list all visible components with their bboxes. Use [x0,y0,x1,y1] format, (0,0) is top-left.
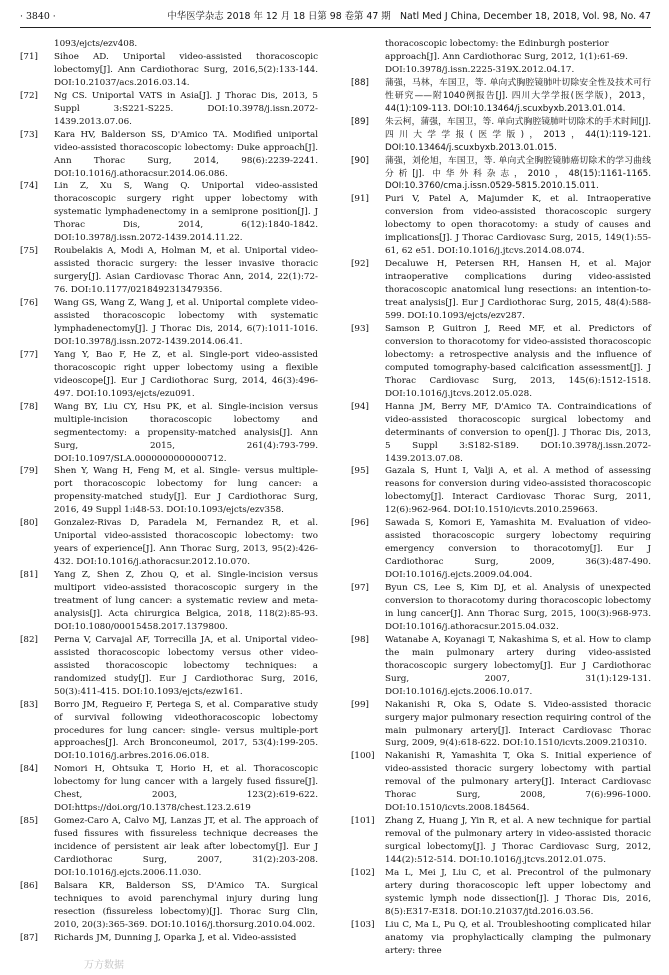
reference-text: Borro JM, Regueiro F, Pertega S, et al. Comparative study of survival following videothoracoscopic lobectomy procedures for lung cancer: single- versus multiple-port approaches[J]. Arch Bronconeumol, 2017, 53(4):199-205. DOI:10.1016/j.arbres.2016.06.018. [54,699,318,762]
reference-entry [351,465,651,517]
reference-number: [101] [351,816,375,827]
reference-entry [20,880,318,932]
reference-column-right [351,38,651,958]
reference-text: Byun CS, Lee S, Kim DJ, et al. Analysis of unexpected conversion to thoracotomy during thoracoscopic lobectomy in lung cancer[J]. Ann Thorac Surg, 2015, 100(3):968-973. DOI:10.1016/j.athoracsur.2015.04.032. [385,583,651,632]
header-rule [20,27,651,28]
reference-number: [81] [20,570,38,581]
reference-entry [351,116,651,155]
reference-number: [85] [20,816,38,827]
running-header [20,10,651,26]
reference-text: Wang GS, Wang Z, Wang J, et al. Uniportal complete video-assisted thoracoscopic lobectomy with systematic lymphadenectomy[J]. J Thorac Dis, 2014, 6(7):1011-1016. DOI:10.3978/j.issn.2072-1439.2014.06.41. [54,298,318,347]
reference-entry [351,867,651,919]
reference-entry [351,582,651,634]
reference-entry [20,180,318,245]
reference-entry [20,932,318,945]
reference-entry [351,193,651,258]
reference-entry [351,258,651,323]
reference-number: [102] [351,868,375,878]
reference-column-left [20,38,318,945]
reference-entry [20,465,318,517]
reference-text: Ma L, Mei J, Liu C, et al. Precontrol of the pulmonary artery during thoracoscopic left upper lobectomy and systemic lymph node dissection[J]. J Thorac Dis, 2016, 8(5):E317-E318. DOI:10.21037/jtd.2016.03.56. [385,868,651,917]
reference-entry [20,349,318,401]
reference-number: [72] [20,90,38,101]
reference-text: 蒲强，马林，车国卫，等. 单向式胸腔镜肺叶切除安全性及技术可行性研究——附1040例报告[J]. 四川大学学报(医学版)，2013，44(1):109-113. DOI:10.13464/j.scuxbyxb.2013.01.014. [385,77,651,114]
reference-number: [98] [351,634,369,645]
reference-text: Decaluwe H, Petersen RH, Hansen H, et al. Major intraoperative complications during video-assisted thoracoscopic anatomical lung resections: an intention-to-treat analysis[J]. Eur J Cardiothorac Surg, 2015, 48(4):588-599. DOI:10.1093/ejcts/ezv287. [385,259,651,322]
reference-entry [351,401,651,466]
reference-continuation: thoracoscopic lobectomy: the Edinburgh posterior approach[J]. Ann Cardiothorac Surg, 2012, 1(1):61-69. DOI:10.3978/j.issn.2225-319X.2012.04.17. [385,39,628,75]
reference-text: Gonzalez-Rivas D, Paradela M, Fernandez R, et al. Uniportal video-assisted thoracoscopic lobectomy: two years of experience[J]. Ann Thorac Surg, 2013, 95(2):426-432. DOI:10.1016/j.athoracsur.2012.10.070. [54,518,318,568]
reference-entry [351,699,651,751]
reference-entry [20,51,318,90]
reference-number: [71] [20,51,38,62]
reference-number: [86] [20,880,38,891]
reference-entry [20,90,318,129]
reference-text: Hanna JM, Berry MF, D'Amico TA. Contraindications of video-assisted thoracoscopic surgical lobectomy and determinants of conversion to open[J]. J Thorac Dis, 2013, 5 Suppl 3:S182-S189. DOI:10.3978/j.issn.2072-1439.2013.07.08. [385,401,651,464]
reference-entry [20,297,318,349]
reference-number: [87] [20,932,38,943]
reference-number: [97] [351,583,369,594]
reference-text: Wang BY, Liu CY, Hsu PK, et al. Single-incision versus multiple-incision thoracoscopic lobectomy and segmentectomy: a propensity-matched analysis[J]. Ann Surg, 2015, 261(4):793-799. DOI:10.1097/SLA.0000000000000712. [54,401,318,464]
reference-number: [89] [351,116,369,127]
reference-text: Yang Z, Shen Z, Zhou Q, et al. Single-incision versus multiport video-assisted thoracoscopic surgery in the treatment of lung cancer: a systematic review and meta-analysis[J]. Acta chirurgica Belgica, 2018, 118(2):85-93. DOI:10.1080/00015458.2017.1379800. [54,570,318,632]
reference-entry [351,517,651,582]
reference-number: [103] [351,919,375,930]
reference-number: [83] [20,699,38,710]
reference-text: Ng CS. Uniportal VATS in Asia[J]. J Thorac Dis, 2013, 5 Suppl 3:S221-S225. DOI:10.3978/j.issn.2072-1439.2013.07.06. [54,90,318,127]
reference-number: [95] [351,466,369,477]
reference-text: Liu C, Ma L, Pu Q, et al. Troubleshooting complicated hilar anatomy via prophylactically clamping the pulmonary artery: three [385,919,651,956]
reference-text: Shen Y, Wang H, Feng M, et al. Single- versus multiple-port thoracoscopic lobectomy for lung cancer: a propensity-matched study[J]. Eur J Cardiothorac Surg, 2016, 49 Suppl 1:i48-53. DOI:10.1093/ejcts/ezv358. [54,466,318,516]
reference-text: 朱云柯，蒲强，车国卫，等. 单向式胸腔镜肺叶切除术的手术时间[J]. 四川大学学报(医学版)，2013，44(1):119-121. DOI:10.13464/j.scuxbyxb.2013.01.015. [385,116,651,153]
reference-text: Lin Z, Xu S, Wang Q. Uniportal video-assisted thoracoscopic surgery right upper lobectomy with systematic lymphadenectomy in a semiprone position[J]. J Thorac Dis, 2014, 6(12):1840-1842. DOI:10.3978/j.issn.2072-1439.2014.11.22. [54,181,318,244]
reference-number: [82] [20,634,38,645]
reference-entry [351,77,651,116]
reference-entry [20,634,318,699]
reference-text: Kara HV, Balderson SS, D'Amico TA. Modified uniportal video-assisted thoracoscopic lobectomy: Duke approach[J]. Ann Thorac Surg, 2014, 98(6):2239-2241. DOI:10.1016/j.athoracsur.2014.06.086. [54,129,318,179]
page-number: · 3840 · [20,11,56,22]
reference-text: Balsara KR, Balderson SS, D'Amico TA. Surgical techniques to avoid parenchymal injury during lung resection (fissureless lobectomy)[J]. Thorac Surg Clin, 2010, 20(3):365-369. DOI:10.1016/j.thorsurg.2010.04.002. [54,880,318,930]
reference-number: [92] [351,259,369,270]
reference-text: Puri V, Patel A, Majumder K, et al. Intraoperative conversion from video-assisted thoracoscopic surgery lobectomy to open thoracotomy: a study of causes and implications[J]. J Thorac Cardiovasc Surg, 2015, 149(1):55-61, 62 e51. DOI:10.1016/j.jtcvs.2014.08.074. [385,194,651,257]
reference-text: Richards JM, Dunning J, Oparka J, et al. Video-assisted [54,932,297,943]
reference-entry [351,919,651,958]
reference-entry [20,401,318,466]
reference-number: [73] [20,129,38,140]
reference-number: [74] [20,181,38,192]
reference-number: [93] [351,323,369,334]
reference-text: Yang Y, Bao F, He Z, et al. Single-port video-assisted thoracoscopic right upper lobectomy using a flexible videoscope[J]. Eur J Cardiothorac Surg, 2014, 46(3):496-497. DOI:10.1093/ejcts/ezu091. [54,349,318,399]
reference-number: [91] [351,194,369,205]
journal-citation: 中华医学杂志 2018 年 12 月 18 日第 98 卷第 47 期 Natl Med J China, December 18, 2018, Vol. 98, No. 47 [167,11,651,22]
reference-number: [88] [351,77,369,88]
reference-number: [75] [20,246,38,257]
reference-entry [20,129,318,181]
reference-text: Nakanishi R, Yamashita T, Oka S. Initial experience of video-assisted thoracic surgery lobectomy with partial removal of the pulmonary artery[J]. Interact Cardiovasc Thorac Surg, 2008, 7(6):996-1000. DOI:10.1510/icvts.2008.184564. [385,751,651,814]
watermark: 万方数据 [84,960,124,971]
reference-entry [20,699,318,764]
reference-entry [351,815,651,867]
reference-text: Perna V, Carvajal AF, Torrecilla JA, et al. Uniportal video-assisted thoracoscopic lobectomy versus other video-assisted thoracoscopic lobectomy techniques: a randomized study[J]. Eur J Cardiothorac Surg, 2016, 50(3):411-415. DOI:10.1093/ejcts/ezw161. [54,634,318,697]
reference-text: 蒲强，刘伦旭，车国卫，等. 单向式全胸腔镜肺癌切除术的学习曲线分析[J]. 中华外科杂志，2010，48(15):1161-1165. DOI:10.3760/cma.j.issn.0529-5815.2010.15.011. [385,155,651,192]
reference-number: [100] [351,751,375,762]
reference-text: Sihoe AD. Uniportal video-assisted thoracoscopic lobectomy[J]. Ann Cardiothorac Surg, 2016,5(2):133-144. DOI:10.21037/acs.2016.03.14. [54,51,318,88]
reference-entry [351,155,651,194]
reference-text: Gomez-Caro A, Calvo MJ, Lanzas JT, et al. The approach of fused fissures with fissureless technique decreases the incidence of persistent air leak after lobectomy[J]. Eur J Cardiothorac Surg, 2007, 31(2):203-208. DOI:10.1016/j.ejcts.2006.11.030. [54,816,318,878]
reference-number: [80] [20,518,38,529]
reference-text: Nomori H, Ohtsuka T, Horio H, et al. Thoracoscopic lobectomy for lung cancer with a largely fused fissure[J]. Chest, 2003, 123(2):619-622. DOI:https://doi.org/10.1378/chest.123.2.619 [54,764,318,814]
reference-text: Gazala S, Hunt I, Valji A, et al. A method of assessing reasons for conversion during video-assisted thoracoscopic lobectomy[J]. Interact Cardiovasc Thorac Surg, 2011, 12(6):962-964. DOI:10.1510/icvts.2010.259663. [385,466,651,516]
reference-continuation: 1093/ejcts/ezv408. [54,39,138,49]
reference-entry [351,750,651,815]
reference-text: Nakanishi R, Oka S, Odate S. Video-assisted thoracic surgery major pulmonary resection requiring control of the main pulmonary artery[J]. Interact Cardiovasc Thorac Surg, 2009, 9(4):618-622. DOI:10.1510/icvts.2009.210310. [385,699,651,749]
reference-entry [20,569,318,634]
reference-number: [90] [351,155,369,166]
reference-text: Roubelakis A, Modi A, Holman M, et al. Uniportal video-assisted thoracic surgery: the lesser invasive thoracic surgery[J]. Asian Cardiovasc Thorac Ann, 2014, 22(1):72-76. DOI:10.1177/0218492313479356. [54,246,318,296]
reference-text: Sawada S, Komori E, Yamashita M. Evaluation of video-assisted thoracoscopic surgery lobectomy requiring emergency conversion to thoracotomy[J]. Eur J Cardiothorac Surg, 2009, 36(3):487-490. DOI:10.1016/j.ejcts.2009.04.004. [385,518,651,581]
reference-number: [84] [20,764,38,775]
reference-text: Zhang Z, Huang J, Yin R, et al. A new technique for partial removal of the pulmonary artery in video-assisted thoracic surgical lobectomy[J]. J Thorac Cardiovasc Surg, 2012, 144(2):512-514. DOI:10.1016/j.jtcvs.2012.01.075. [385,816,651,866]
reference-number: [76] [20,298,38,309]
reference-entry [20,763,318,815]
reference-entry [20,517,318,569]
reference-number: [99] [351,699,369,710]
reference-entry [20,815,318,880]
reference-number: [94] [351,401,369,412]
reference-entry [351,323,651,401]
reference-number: [96] [351,518,369,529]
reference-number: [79] [20,466,38,477]
reference-text: Samson P, Guitron J, Reed MF, et al. Predictors of conversion to thoracotomy for video-assisted thoracoscopic lobectomy: a retrospective analysis and the influence of computed tomography-based calcification assessment[J]. J Thorac Cardiovasc Surg, 2013, 145(6):1512-1518. DOI:10.1016/j.jtcvs.2012.05.028. [385,323,651,399]
reference-number: [77] [20,349,38,360]
reference-text: Watanabe A, Koyanagi T, Nakashima S, et al. How to clamp the main pulmonary artery during video-assisted thoracoscopic surgery lobectomy[J]. Eur J Cardiothorac Surg, 2007, 31(1):129-131. DOI:10.1016/j.ejcts.2006.10.017. [385,634,651,697]
reference-entry [20,245,318,297]
reference-number: [78] [20,401,38,412]
reference-entry [351,634,651,699]
